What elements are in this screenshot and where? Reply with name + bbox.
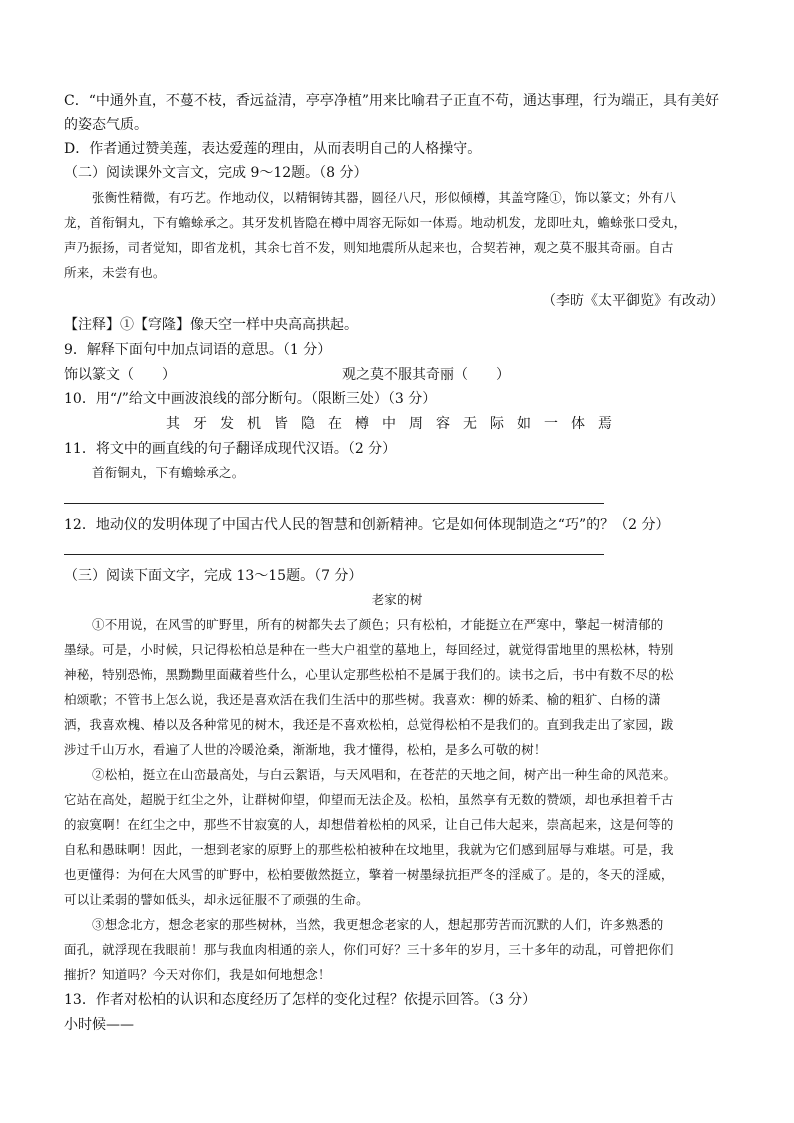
article-paragraph-line: ③想念北方，想念老家的那些树林，当然，我更想念老家的人，想起那劳苦而沉默的人们，许多熟悉的 bbox=[92, 917, 664, 932]
question-10: 10．用“/”给文中画波浪线的部分断句。（限断三处）（3 分） bbox=[64, 391, 437, 407]
section2-heading: （二）阅读课外文言文，完成 9～12题。（8 分） bbox=[64, 165, 368, 181]
answer-line-12[interactable] bbox=[64, 554, 604, 555]
article-paragraph-line: 自私和愚昧啊！因此，一想到老家的原野上的那些松柏被种在坟地里，我就为它们感到屈辱与难堪。可是，我 bbox=[64, 842, 674, 857]
article-paragraph-line: 摧折？知道吗？今天对你们，我是如何地想念！ bbox=[64, 967, 331, 982]
option-c-line-1: C．“中通外直，不蔓不枝，香远益清，亭亭净植”用来比喻君子正直不苟，通达事理，行为端正，具有美好 bbox=[64, 93, 720, 109]
article-paragraph-line: 柏颂歌；不管书上怎么说，我还是喜欢活在我们生活中的那些树。我喜欢：柳的娇柔、榆的粗犷、白杨的潇 bbox=[64, 692, 661, 707]
question-9-item-b: 观之莫不服其奇丽（ ） bbox=[342, 367, 510, 383]
question-12: 12．地动仪的发明体现了中国古代人民的智慧和创新精神。它是如何体现制造之“巧”的？（2 分） bbox=[64, 517, 670, 533]
article-paragraph-line: 可以让柔弱的譬如低头，却永远征服不了顽强的生命。 bbox=[64, 892, 369, 907]
question-10-sentence: 其牙发机皆隐在樽中周容无际如一体焉 bbox=[166, 416, 625, 432]
article-paragraph-line: ②松柏，挺立在山峦最高处，与白云絮语，与天风唱和，在苍茫的天地之间，树产出一种生命的风范来。 bbox=[92, 767, 677, 782]
article-paragraph-line: 洒，我喜欢槐、椿以及各种常见的树木，我还是不喜欢松柏，总觉得松柏不是我们的。直到我走出了家园，跋 bbox=[64, 717, 674, 732]
passage-source: （李昉《太平御览》有改动） bbox=[542, 293, 724, 309]
article-paragraph-line: 也更懂得：为何在大风雪的旷野中，松柏要傲然挺立，擎着一树墨绿抗拒严冬的淫威了。是的，冬天的淫威， bbox=[64, 867, 674, 882]
passage-line: 龙，首衔铜丸，下有蟾蜍承之。其牙发机皆隐在樽中周容无际如一体焉。地动机发，龙即吐丸，蟾蜍张口受丸， bbox=[64, 215, 687, 230]
question-9: 9．解释下面句中加点词语的意思。（1 分） bbox=[64, 342, 332, 358]
question-9-item-a: 饰以篆文（ ） bbox=[64, 367, 176, 383]
article-paragraph-line: 墨绿。可是，小时候，只记得松柏总是种在一些大户祖堂的墓地上，每回经过，就觉得雷地里的黑松林，特别 bbox=[64, 642, 674, 657]
passage-line: 声乃振扬，司者觉知，即省龙机，其余七首不发，则知地震所从起来也，合契若神，观之莫不服其奇丽。自古 bbox=[64, 240, 674, 255]
article-paragraph-line: ①不用说，在风雪的旷野里，所有的树都失去了颜色；只有松柏，才能挺立在严寒中，擎起一树清郁的 bbox=[92, 617, 664, 632]
section3-heading: （三）阅读下面文字，完成 13～15题。（7 分） bbox=[64, 568, 363, 584]
question-11: 11．将文中的画直线的句子翻译成现代汉语。（2 分） bbox=[64, 441, 397, 457]
article-paragraph-line: 神秘，特别恐怖，黑黝黝里面藏着些什么，心里认定那些松柏不是属于我们的。读书之后，书中有数不尽的松 bbox=[64, 667, 674, 682]
answer-line-11[interactable] bbox=[64, 503, 604, 504]
option-c-line-2: 的姿态气质。 bbox=[64, 117, 148, 133]
passage-line: 张衡性精微，有巧艺。作地动仪，以精铜铸其器，圆径八尺，形似倾樽，其盖穹隆①，饰以篆文；外有八 bbox=[92, 190, 677, 205]
passage-line: 所来，未尝有也。 bbox=[64, 265, 166, 280]
question-11-sentence: 首衔铜丸，下有蟾蜍承之。 bbox=[92, 465, 245, 480]
question-13-prompt: 小时候—— bbox=[64, 1017, 134, 1033]
article-paragraph-line: 的寂寞啊！在红尘之中，那些不甘寂寞的人，却想借着松柏的风采，让自己伟大起来，崇高起来，这是何等的 bbox=[64, 817, 674, 832]
article-title: 老家的树 bbox=[371, 592, 423, 607]
article-paragraph-line: 它站在高处，超脱于红尘之外，让群树仰望，仰望而无法企及。松柏，虽然享有无数的赞颂，却也承担着千古 bbox=[64, 792, 674, 807]
option-d: D．作者通过赞美莲，表达爱莲的理由，从而表明自己的人格操守。 bbox=[64, 141, 482, 157]
annotation-note: 【注释】①【穹隆】像天空一样中央高高拱起。 bbox=[64, 317, 358, 333]
article-paragraph-line: 涉过千山万水，看遍了人世的冷暖沧桑，渐渐地，我才懂得，松柏，是多么可敬的树！ bbox=[64, 742, 547, 757]
question-13: 13．作者对松柏的认识和态度经历了怎样的变化过程？依提示回答。（3 分） bbox=[64, 992, 537, 1008]
article-paragraph-line: 面孔，就浮现在我眼前！那与我血肉相通的亲人，你们可好？三十多年的岁月，三十多年的动乱，可曾把你们 bbox=[64, 942, 674, 957]
